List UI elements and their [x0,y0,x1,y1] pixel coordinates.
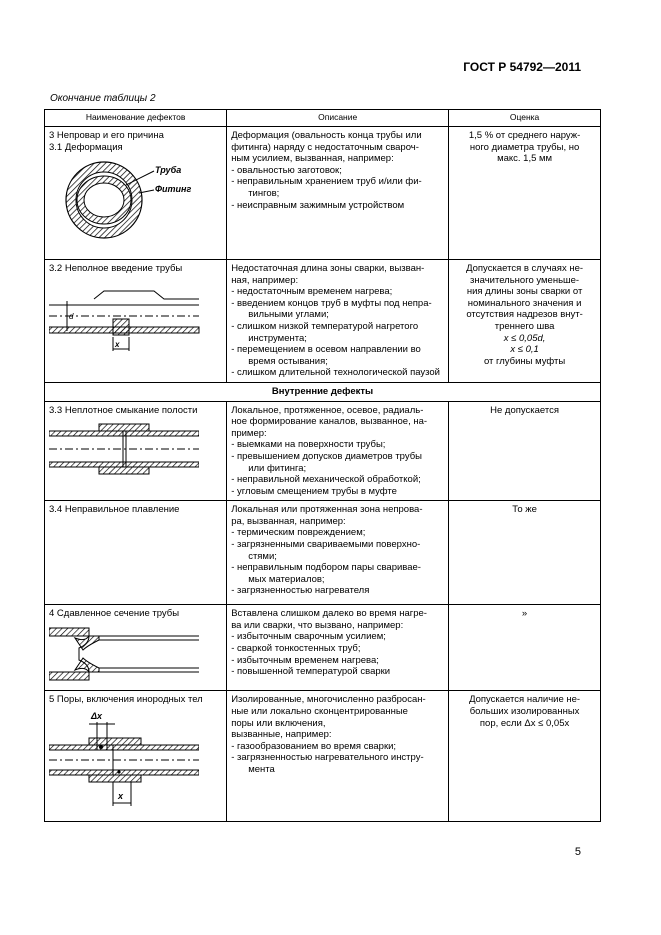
table-row [45,260,601,383]
defect-description [227,691,449,822]
cavity-figure [49,420,199,478]
defects-table [44,109,601,822]
desc-line: - недостаточным временем нагрева; [231,286,393,298]
desc-line: Локальное, протяженное, осевое, радиаль- [231,404,424,416]
desc-line: - повышенной температурой сварки [231,666,391,678]
table-row [45,127,601,260]
col-header-name: Наименование дефектов [45,110,227,127]
squeezed-section-figure [49,624,199,684]
desc-line: - слишком длительной технологической паузой [231,367,440,379]
label-fitting: Фитинг [155,184,192,195]
desc-line: - введением концов труб в муфты под непра- [231,297,432,309]
defect-name: 4 Сдавленное сечение трубы [49,608,180,620]
defect-name-cell [45,401,227,501]
desc-line: инструмента; [248,332,307,344]
standard-number: ГОСТ Р 54792—2011 [463,60,581,74]
defect-name: 3 Непровар и его причина [49,130,164,141]
desc-line: стями; [248,550,277,562]
desc-line: - неисправным зажимным устройством [231,199,405,211]
desc-line: - угловым смещением трубы в муфте [231,485,397,497]
desc-line: ное формирование каналов, вызванное, на- [231,416,428,428]
col-header-assessment: Оценка [449,110,601,127]
desc-line: - неправильной механической обработкой; [231,474,421,486]
table-caption: Окончание таблицы 2 [50,93,156,104]
assess-line: x ≤ 0,05d, [503,332,546,344]
desc-line: - загрязненностью нагревателя [231,585,370,597]
defect-subname: 3.1 Деформация [49,141,123,153]
defect-assessment [449,605,601,691]
desc-line: ва или сварки, что вызвано, например: [231,619,404,631]
label-x: x [115,339,120,349]
defect-name-cell [45,501,227,605]
desc-line: - загрязненностью нагревательного инстру- [231,752,424,764]
desc-line: - избыточным временем нагрева; [231,654,379,666]
desc-line: или фитинга; [248,462,307,474]
desc-line: - неправильным подбором пары сваривае- [231,562,421,574]
desc-line: мых материалов; [248,573,325,585]
desc-line: вильными углами; [248,309,329,321]
defect-description [227,605,449,691]
desc-line: ным усилием, вызванная, например: [231,153,394,165]
assess-line: » [521,608,528,620]
defect-assessment [449,401,601,501]
desc-line: - избыточным сварочным усилием; [231,631,386,643]
defect-name: 3.3 Неплотное смыкание полости [49,404,198,416]
assess-line: от глубины муфты [483,355,566,367]
defect-name: 5 Поры, включения инородных тел [49,694,203,706]
assess-line: отсутствия надрезов внут- [466,309,583,321]
desc-line: ные или локально сконцентрированные [231,706,408,718]
defect-name-cell [45,691,227,822]
defect-assessment [449,127,601,260]
assess-line: значительного уменьше- [470,274,580,286]
desc-line: фитинга) наряду с недостаточным свароч- [231,141,419,153]
table-row [45,605,601,691]
assess-line: То же [512,504,537,516]
desc-line: - перемещением в осевом направлении во [231,344,421,356]
desc-line: - газообразованием во время сварки; [231,740,397,752]
page-number: 5 [574,846,581,858]
defect-name-cell [45,260,227,383]
desc-line: - превышением допусков диаметров трубы [231,450,422,462]
defect-description [227,127,449,260]
desc-line: - сваркой тонкостенных труб; [231,643,361,655]
defect-description [227,401,449,501]
assess-line: макс. 1,5 мм [497,153,553,165]
label-d: d [69,311,74,321]
desc-line: Деформация (овальность конца трубы или [231,130,422,141]
assess-line: больших изолированных [469,706,580,718]
desc-line: Вставлена слишком далеко во время нагре- [231,608,427,620]
defect-name: 3.2 Неполное введение трубы [49,263,183,274]
desc-line: мента [248,764,275,776]
desc-line: - выемками на поверхности трубы; [231,439,386,451]
desc-line: Локальная или протяженная зона непрова- [231,504,423,516]
table-row [45,501,601,605]
defect-name-cell [45,127,227,260]
desc-line: Изолированные, многочисленно разбросан- [231,694,426,706]
defect-description [227,260,449,383]
label-x2: x [118,791,124,802]
assess-line: Не допускается [490,404,560,416]
assess-line: Допускается в случаях не- [466,263,584,274]
section-title: Внутренние дефекты [45,382,601,401]
desc-line: время остывания; [248,355,328,367]
desc-line: - слишком низкой температурой нагретого [231,320,419,332]
label-delta-x: Δx [91,711,103,722]
desc-line: поры или включения, [231,717,326,729]
desc-line: - термическим повреждением; [231,527,366,539]
defect-name: 3.4 Неправильное плавление [49,504,180,516]
defect-name-cell [45,605,227,691]
defect-assessment [449,691,601,822]
desc-line: вызванные, например: [231,729,332,741]
defect-assessment [449,501,601,605]
defect-assessment [449,260,601,383]
section-row [45,382,601,401]
incomplete-insertion-figure [49,279,209,359]
desc-line: - неправильным хранением труб и/или фи- [231,176,422,188]
desc-line: пример: [231,427,267,439]
assess-line: треннего шва [494,320,555,332]
desc-line: Недостаточная длина зоны сварки, вызван- [231,263,425,274]
table-header-row [45,110,601,127]
assess-line: Допускается наличие не- [469,694,581,706]
label-pipe: Труба [155,165,182,176]
desc-line: ра, вызванная, например: [231,515,346,527]
assess-line: номинального значения и [467,297,582,309]
defect-description [227,501,449,605]
assess-line: ного диаметра трубы, но [469,141,580,153]
desc-line: - овальностью заготовок; [231,164,342,176]
assess-line: пор, если Δx ≤ 0,05x [479,717,570,729]
assess-line: x ≤ 0,1 [510,344,539,356]
desc-line: ная, например: [231,274,299,286]
pores-figure [49,710,199,810]
desc-line: - загрязненными свариваемыми поверхно- [231,539,421,551]
table-row [45,401,601,501]
deformation-figure [49,157,199,239]
assess-line: ния длины зоны сварки от [466,286,583,298]
desc-line: тингов; [248,187,280,199]
table-row [45,691,601,822]
assess-line: 1,5 % от среднего наруж- [468,130,581,141]
col-header-description: Описание [227,110,449,127]
